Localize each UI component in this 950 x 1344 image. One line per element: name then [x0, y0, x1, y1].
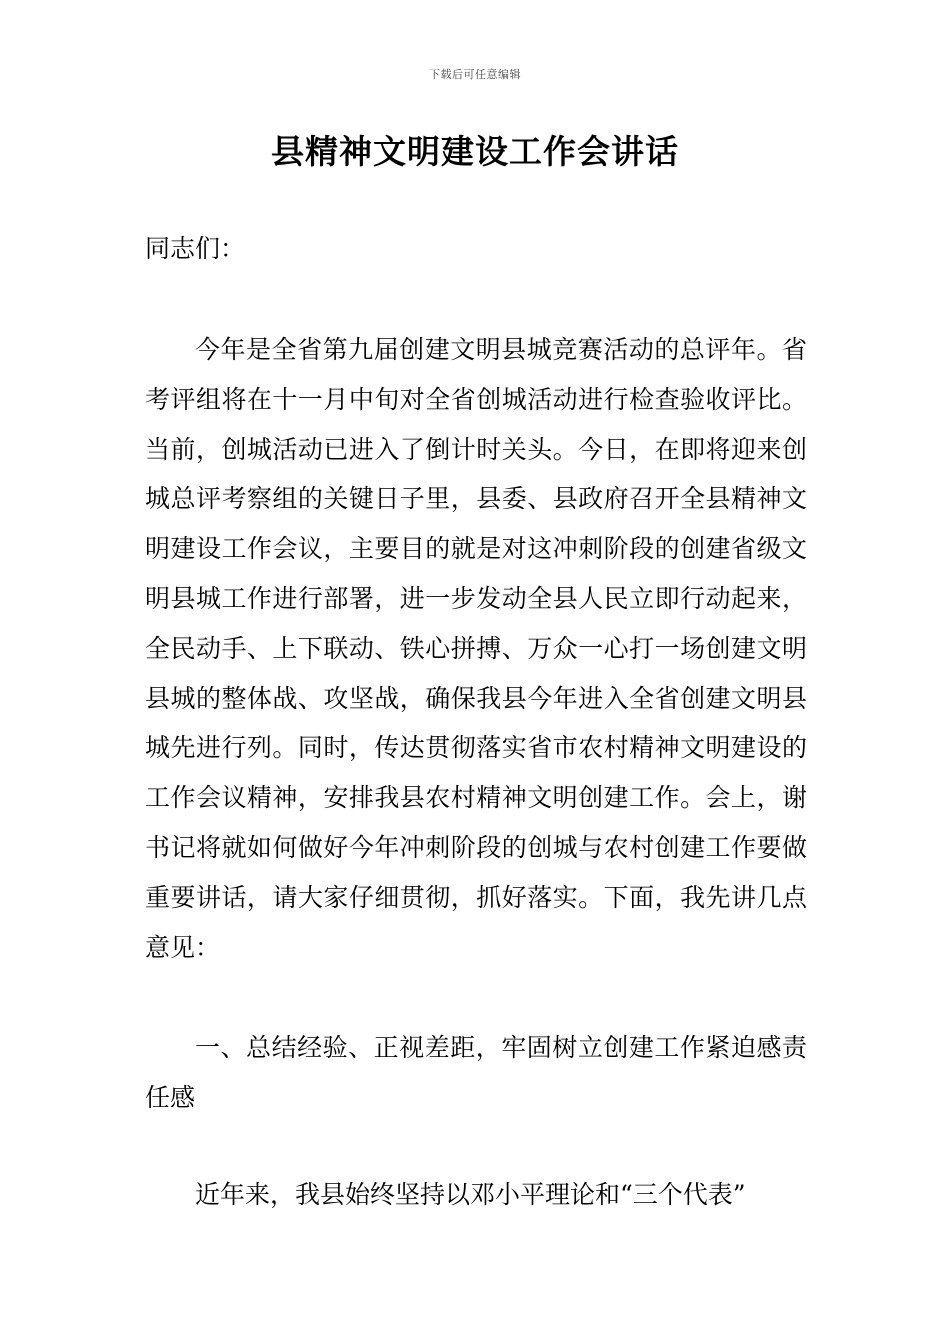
section-heading: 一、总结经验、正视差距，牢固树立创建工作紧迫感责任感 [145, 1033, 807, 1112]
header-note: 下载后可任意编辑 [429, 68, 521, 81]
paragraph: 今年是全省第九届创建文明县城竞赛活动的总评年。省考评组将在十一月中旬对全省创城活动进行检查验收评比。当前，创城活动已进入了倒计时关头。今日，在即将迎来创城总评考察组的关键日子里，县委、县政府召开全县精神文明建设工作会议，主要目的就是对这冲刺阶段的创建省级文明县城工作进行部署，进一步发动全县人民立即行动起来，全民动手、上下联动、铁心拼搏、万众一心打一场创建文明县城的整体战、攻坚战，确保我县今年进入全省创建文明县城先进行列。同时，传达贯彻落实省市农村精神文明建设的工作会议精神，安排我县农村精神文明创建工作。会上，谢书记将就如何做好今年冲刺阶段的创城与农村创建工作要做重要讲话，请大家仔细贯彻，抓好落实。下面，我先讲几点意见： [145, 335, 807, 962]
document-title: 县精神文明建设工作会讲话 [271, 132, 679, 171]
paragraph: 近年来，我县始终坚持以邓小平理论和“三个代表” [195, 1180, 746, 1209]
salutation: 同志们： [145, 234, 246, 263]
